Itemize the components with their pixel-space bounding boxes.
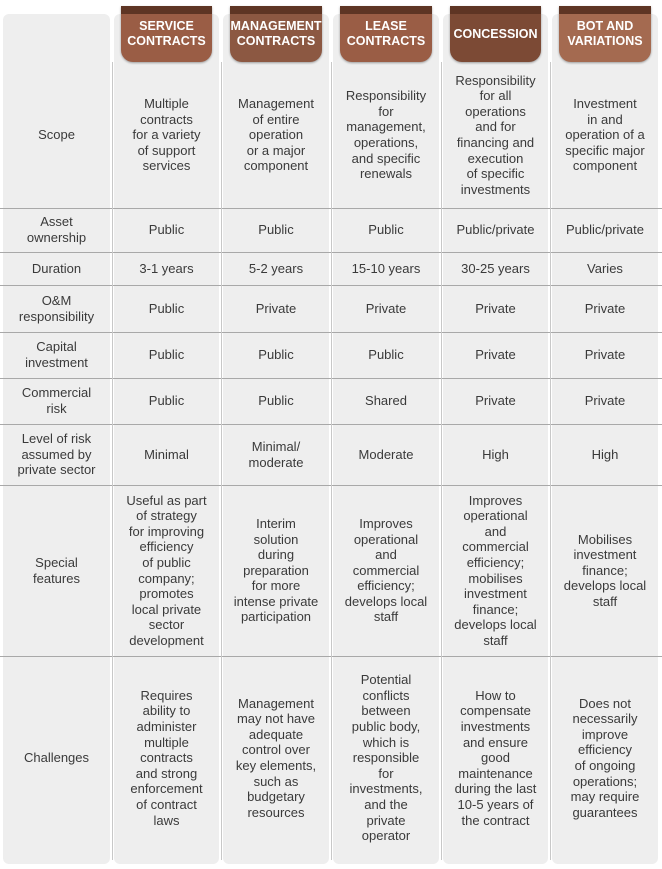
table-cell: Public — [148, 300, 185, 316]
table-cell: Private — [584, 393, 626, 409]
table-cell: Private — [255, 300, 297, 316]
row-label: Asset ownership — [26, 214, 87, 245]
table-cell: Public/private — [456, 222, 535, 238]
column-header — [121, 6, 212, 62]
table-cell: Private — [475, 393, 516, 409]
table-cell: Public — [148, 393, 185, 409]
table-cell: Mobilises investment finance; develops local staff — [563, 531, 647, 609]
table-cell: Potential conflicts between public body, which is responsible for investments, and the private operator — [349, 672, 423, 844]
column-divider — [112, 62, 113, 860]
table-cell: Responsibility for management, operations, and specific renewals — [345, 88, 427, 182]
table-cell: Minimal/ moderate — [248, 438, 304, 470]
table-cell: Varies — [587, 260, 623, 276]
table-cell: Management of entire operation or a major component — [238, 96, 314, 174]
table-cell: Public/private — [565, 222, 645, 238]
table-cell: Private — [584, 300, 626, 316]
table-cell: Minimal — [144, 446, 189, 462]
table-cell: 5-2 years — [248, 260, 304, 276]
table-cell: 15-10 years — [351, 260, 421, 276]
table-cell: Management may not have adequate control over key elements, such as budgetary resources — [235, 695, 317, 820]
table-cell: Improves operational and commercial efficiency; develops local staff — [344, 515, 428, 625]
table-cell: Responsibility for all operations and for financing and execution of specific investments — [455, 72, 536, 197]
table-cell: Public — [368, 347, 404, 363]
column-header-label: SERVICE CONTRACTS — [127, 19, 206, 48]
table-cell: Private — [365, 300, 407, 316]
table-cell: High — [591, 446, 619, 462]
table-cell: How to compensate investments and ensure good maintenance during the last 10-5 years of the contract — [454, 687, 537, 828]
row-label: Commercial risk — [21, 385, 92, 416]
table-cell: Interim solution during preparation for more intense private participation — [233, 515, 319, 625]
table-cell: Investment in and operation of a specific major component — [565, 96, 645, 174]
table-cell: Useful as part of strategy for improving efficiency of public company; promotes local private sector development — [126, 492, 207, 648]
column-divider — [221, 62, 222, 860]
table-cell: Multiple contracts for a variety of support services — [132, 96, 201, 174]
row-label: Duration — [31, 260, 82, 276]
table-cell: Public — [148, 347, 185, 363]
table-cell: Does not necessarily improve efficiency of ongoing operations; may require guarantees — [570, 695, 640, 820]
row-label: Capital investment — [25, 339, 88, 370]
column-header — [559, 6, 651, 62]
table-cell: Moderate — [358, 446, 414, 462]
row-label: Level of risk assumed by private sector — [17, 431, 96, 478]
column-header-label: BOT AND VARIATIONS — [567, 19, 643, 48]
row-label: Challenges — [23, 750, 90, 766]
table-cell: Private — [475, 347, 516, 363]
row-label: O&M responsibility — [18, 292, 95, 324]
column-divider — [441, 62, 442, 860]
table-cell: Improves operational and commercial efficiency; mobilises investment finance; develops local staff — [454, 492, 537, 648]
row-label: Scope — [38, 127, 75, 143]
table-cell: 3-1 years — [139, 260, 194, 276]
column-divider — [550, 62, 551, 860]
row-label: Special features — [33, 554, 80, 586]
column-header-label: LEASE CONTRACTS — [346, 19, 426, 48]
table-cell: Public — [368, 222, 404, 238]
table-cell: 30-25 years — [461, 260, 530, 276]
column-header — [230, 6, 322, 62]
column-header-label: MANAGEMENT CONTRACTS — [230, 19, 322, 48]
table-cell: Private — [584, 347, 626, 363]
table-cell: Public — [258, 347, 294, 363]
column-header — [340, 6, 432, 62]
column-divider — [331, 62, 332, 860]
column-header — [450, 6, 541, 62]
table-cell: Shared — [365, 393, 407, 409]
table-cell: Requires ability to administer multiple contracts and strong enforcement of contract laws — [130, 687, 203, 828]
table-cell: Public — [258, 222, 294, 238]
table-cell: Public — [258, 393, 294, 409]
table-cell: Public — [148, 222, 185, 238]
table-cell: Private — [475, 300, 516, 316]
table-cell: High — [482, 446, 509, 462]
column-header-label: CONCESSION — [453, 26, 538, 41]
